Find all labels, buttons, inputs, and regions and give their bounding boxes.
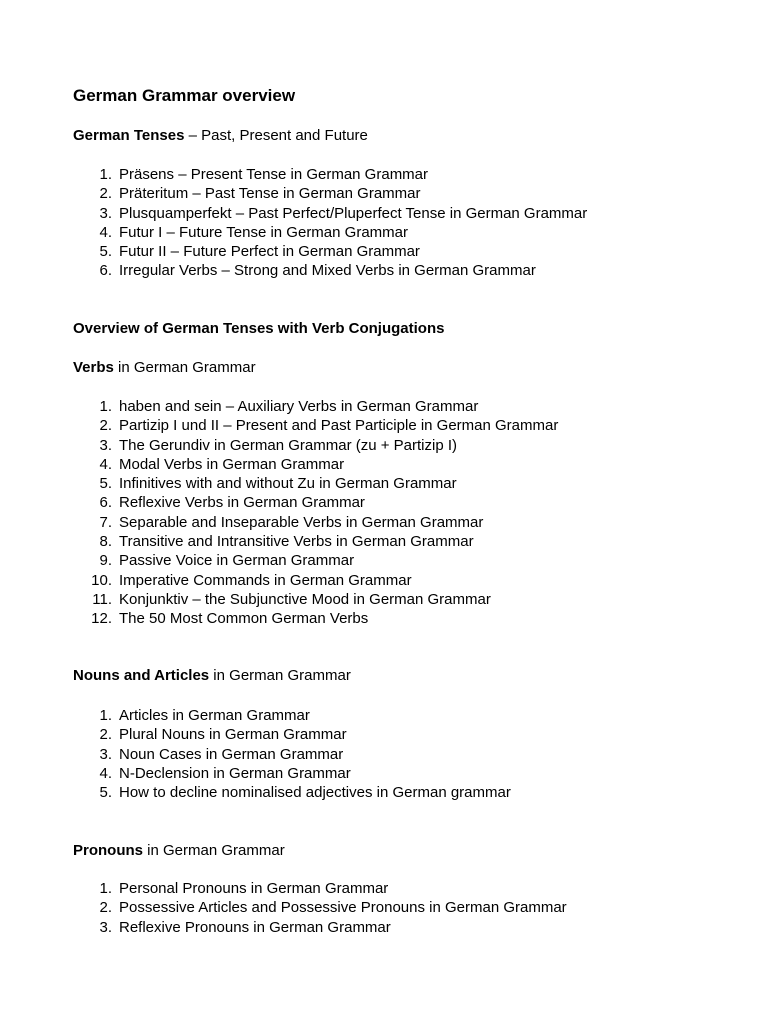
section-heading-overview[interactable] [73, 319, 444, 338]
section-heading-rest: in German Grammar [143, 842, 285, 859]
section-heading-rest: – Past, Present and Future [184, 127, 368, 144]
section-heading-rest: in German Grammar [209, 667, 351, 684]
section-heading-rest: in German Grammar [113, 359, 256, 376]
section-heading-verbs [73, 358, 256, 377]
section-heading-bold: German Tenses [73, 127, 185, 144]
section-heading-nouns [73, 666, 351, 685]
section-heading-bold: Overview of German Tenses with Verb Conjugations [73, 320, 445, 337]
section-heading-bold: Nouns and Articles [73, 667, 210, 684]
document-page: German Grammar overview German Tenses – Past, Present and Future 1. Präsens – Present Tense in German Grammar 2. Präteritum – Past Tense in German Grammar 3. Plusquamperfekt – Past Perfect/Pluperfect Tense in German Grammar 4. Futur I – Future Tense in German Grammar 5. Futur II – Future Perfect in German Grammar 6. Irregular Verbs – Strong and Mixed Verbs in German Grammar Overview of German Tenses with Verb Conjugations Verbs in German Grammar 1. haben and sein – Auxiliary Verbs in German Grammar 2. Partizip I und II – Present and Past Participle in German Grammar 3. The Gerundiv in German Grammar (zu + Partizip I) 4. Modal Verbs in German Grammar 5. Infinitives with and without Zu in German Grammar 6. Reflexive Verbs in German Grammar 7. Separable and Inseparable Verbs in German Grammar 8. Transitive and Intransitive Verbs in German Grammar 9. Passive Voice in German Grammar 10. Imperative Commands in German Grammar 11. Konjunktiv – the Subjunctive Mood in German Grammar 12. The 50 Most Common German Verbs Nouns and Articles in German Grammar 1. Articles in German Grammar 2. Plural Nouns in German Grammar 3. Noun Cases in German Grammar 4. N-Declension in German Grammar 5. How to decline nominalised adjectives in German grammar Pronouns in German Grammar 1. Personal Pronouns in German Grammar 2. Possessive Articles and Possessive Pronouns in German Grammar 3. Reflexive Pronouns in German Grammar [73, 86, 588, 936]
page-title: German Grammar overview [73, 86, 296, 105]
section-heading-bold: Pronouns [73, 842, 143, 859]
section-heading-pronouns [73, 841, 285, 860]
section-heading-bold: Verbs [73, 359, 114, 376]
section-heading-tenses [73, 126, 368, 145]
